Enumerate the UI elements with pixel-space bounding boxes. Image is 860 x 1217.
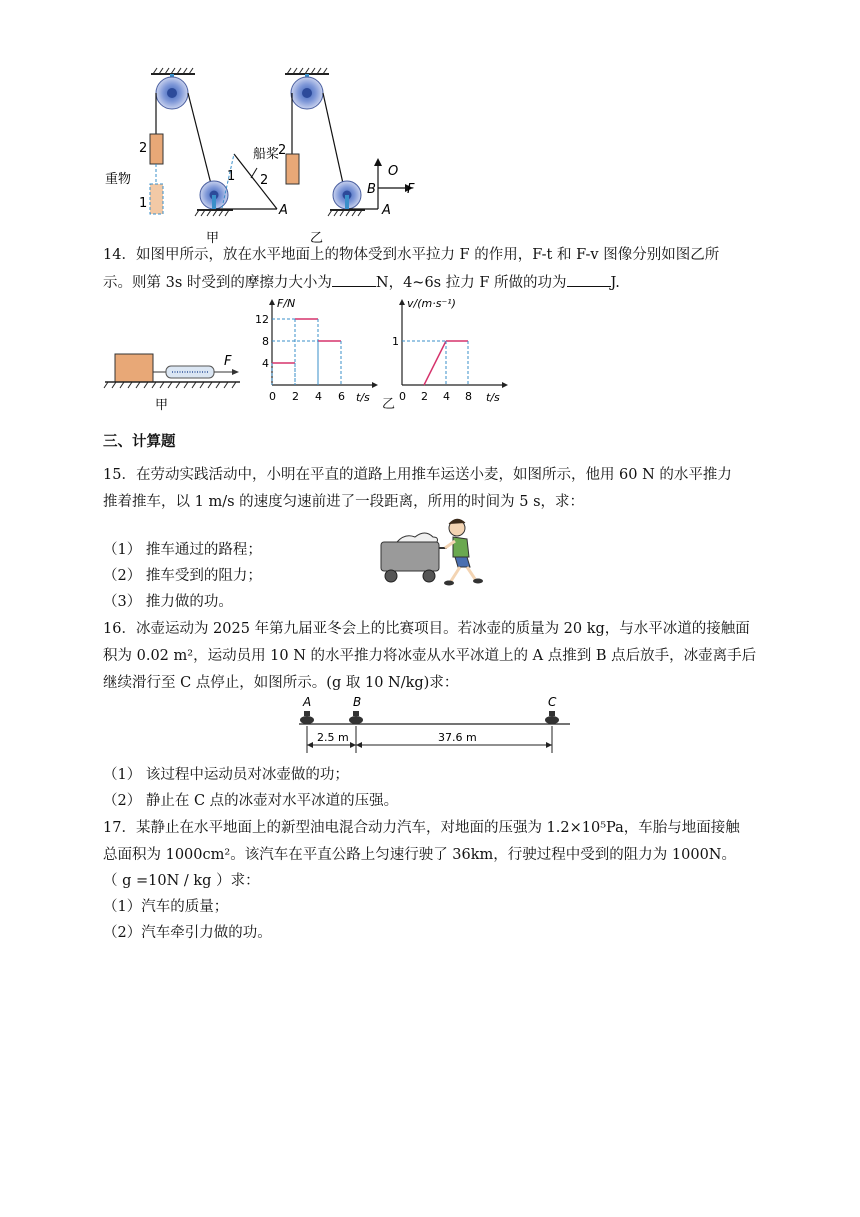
- answer-blank-work[interactable]: [567, 272, 611, 287]
- label-jia-14: 甲: [155, 398, 169, 413]
- q15-line2: 推着推车，以 1 m/s 的速度匀速前进了一段距离，所用的时间为 5 s，求：: [103, 494, 585, 510]
- x-axis-label: t/s: [486, 391, 500, 404]
- x-tick-label: 8: [465, 390, 472, 403]
- y-axis-label: F/N: [277, 297, 296, 310]
- curling-track-figure: [295, 693, 575, 763]
- x-tick-label: 4: [443, 390, 450, 403]
- x-tick-label: 6: [338, 390, 345, 403]
- x-axis-label: t/s: [356, 391, 370, 404]
- x-tick-label: 4: [315, 390, 322, 403]
- q17-line1: 17．某静止在水平地面上的新型油电混合动力汽车，对地面的压强为 1.2×10⁵Pa，车胎与地面接触: [103, 820, 740, 836]
- section-title: 三、计算题: [103, 434, 176, 450]
- oar-pos-2: 2: [260, 173, 269, 188]
- label-yi: 乙: [310, 231, 324, 246]
- label-1: 1: [139, 196, 148, 211]
- distance-AB: 2.5 m: [317, 731, 349, 744]
- cart: [381, 542, 439, 571]
- label-2-right: 2: [278, 143, 287, 158]
- x-axis-arrow: [372, 382, 378, 388]
- weight-block-right: [286, 154, 299, 184]
- x-tick-label: 0: [399, 390, 406, 403]
- q15-line1: 15．在劳动实践活动中，小明在平直的道路上用推车运送小麦，如图所示，他用 60 N 的水平推力: [103, 467, 732, 483]
- point-B: B: [367, 182, 376, 197]
- weight-block-1-dashed: [150, 184, 163, 214]
- curling-stone-C: [545, 711, 559, 724]
- force-F-label: F: [224, 354, 232, 369]
- y-axis-label: v/(m·s⁻¹): [407, 297, 456, 310]
- weight-block-2: [150, 134, 163, 164]
- pulley-figure: [95, 62, 425, 248]
- curling-stone-A: [300, 711, 314, 724]
- cart-pushing-illustration: [375, 515, 485, 590]
- data-segment: [424, 341, 446, 385]
- q15-item-2: （2） 推车受到的阻力；: [103, 568, 262, 584]
- x-tick-label: 2: [292, 390, 299, 403]
- oar-pos-1: 1: [227, 169, 236, 184]
- q16-item-1: （1） 该过程中运动员对冰壶做的功；: [103, 767, 349, 783]
- v-t-chart: [380, 295, 520, 405]
- force-F: F: [407, 182, 415, 197]
- y-tick-label: 4: [262, 357, 269, 370]
- y-tick-label: 12: [255, 313, 269, 326]
- q16-line3: 继续滑行至 C 点停止，如图所示。(g 取 10 N/kg)求：: [103, 675, 459, 691]
- x-axis-arrow: [502, 382, 508, 388]
- distance-BC: 37.6 m: [438, 731, 477, 744]
- q17-item-1: （1）汽车的质量；: [103, 899, 229, 915]
- ceiling-hatch-right: [285, 68, 329, 74]
- answer-blank-friction[interactable]: [332, 272, 376, 287]
- weight-label: 重物: [105, 172, 132, 187]
- y-axis-arrow: [269, 299, 275, 305]
- label-2: 2: [139, 141, 148, 156]
- point-O: O: [388, 164, 399, 179]
- curling-stone-B: [349, 711, 363, 724]
- q16-item-2: （2） 静止在 C 点的冰壶对水平冰道的压强。: [103, 793, 399, 809]
- q16-line2: 积为 0.02 m²，运动员用 10 N 的水平推力将冰壶从水平冰道上的 A 点推到 B 点后放手，冰壶离手后: [103, 648, 757, 664]
- q14-line2: 示。则第 3s 时受到的摩擦力大小为 N，4~6s 拉力 F 所做的功为 J.: [103, 272, 620, 293]
- y-tick-label: 8: [262, 335, 269, 348]
- ceiling-hatch-left: [151, 68, 195, 74]
- q14-line1: 14．如图甲所示，放在水平地面上的物体受到水平拉力 F 的作用，F-t 和 F-v 图像分别如图乙所: [103, 247, 720, 263]
- track-point-C: C: [548, 695, 557, 709]
- x-tick-label: 0: [269, 390, 276, 403]
- q17-line3: （ g =10N / kg ）求：: [103, 873, 260, 889]
- label-jia: 甲: [206, 231, 220, 246]
- y-axis-arrow: [399, 299, 405, 305]
- q17-item-2: （2）汽车牵引力做的功。: [103, 925, 272, 941]
- point-A-left: A: [279, 203, 288, 218]
- q16-line1: 16．冰壶运动为 2025 年第九届亚冬会上的比赛项目。若冰壶的质量为 20 kg，与水平冰道的接触面: [103, 621, 750, 637]
- x-tick-label: 2: [421, 390, 428, 403]
- block-spring-figure: [100, 345, 250, 415]
- q15-item-1: （1） 推车通过的路程；: [103, 542, 262, 558]
- block: [115, 354, 153, 382]
- q17-line2: 总面积为 1000cm²。该汽车在平直公路上匀速行驶了 36km，行驶过程中受到的阻力为 1000N。: [103, 847, 736, 863]
- label-yi-14: 乙: [382, 397, 396, 412]
- point-A-right: A: [382, 203, 391, 218]
- y-tick-label: 1: [392, 335, 399, 348]
- q15-item-3: （3） 推力做的功。: [103, 594, 233, 610]
- oar-label: 船桨: [253, 147, 280, 162]
- track-point-A: A: [303, 695, 312, 709]
- track-point-B: B: [353, 695, 362, 709]
- f-t-chart: [250, 295, 390, 405]
